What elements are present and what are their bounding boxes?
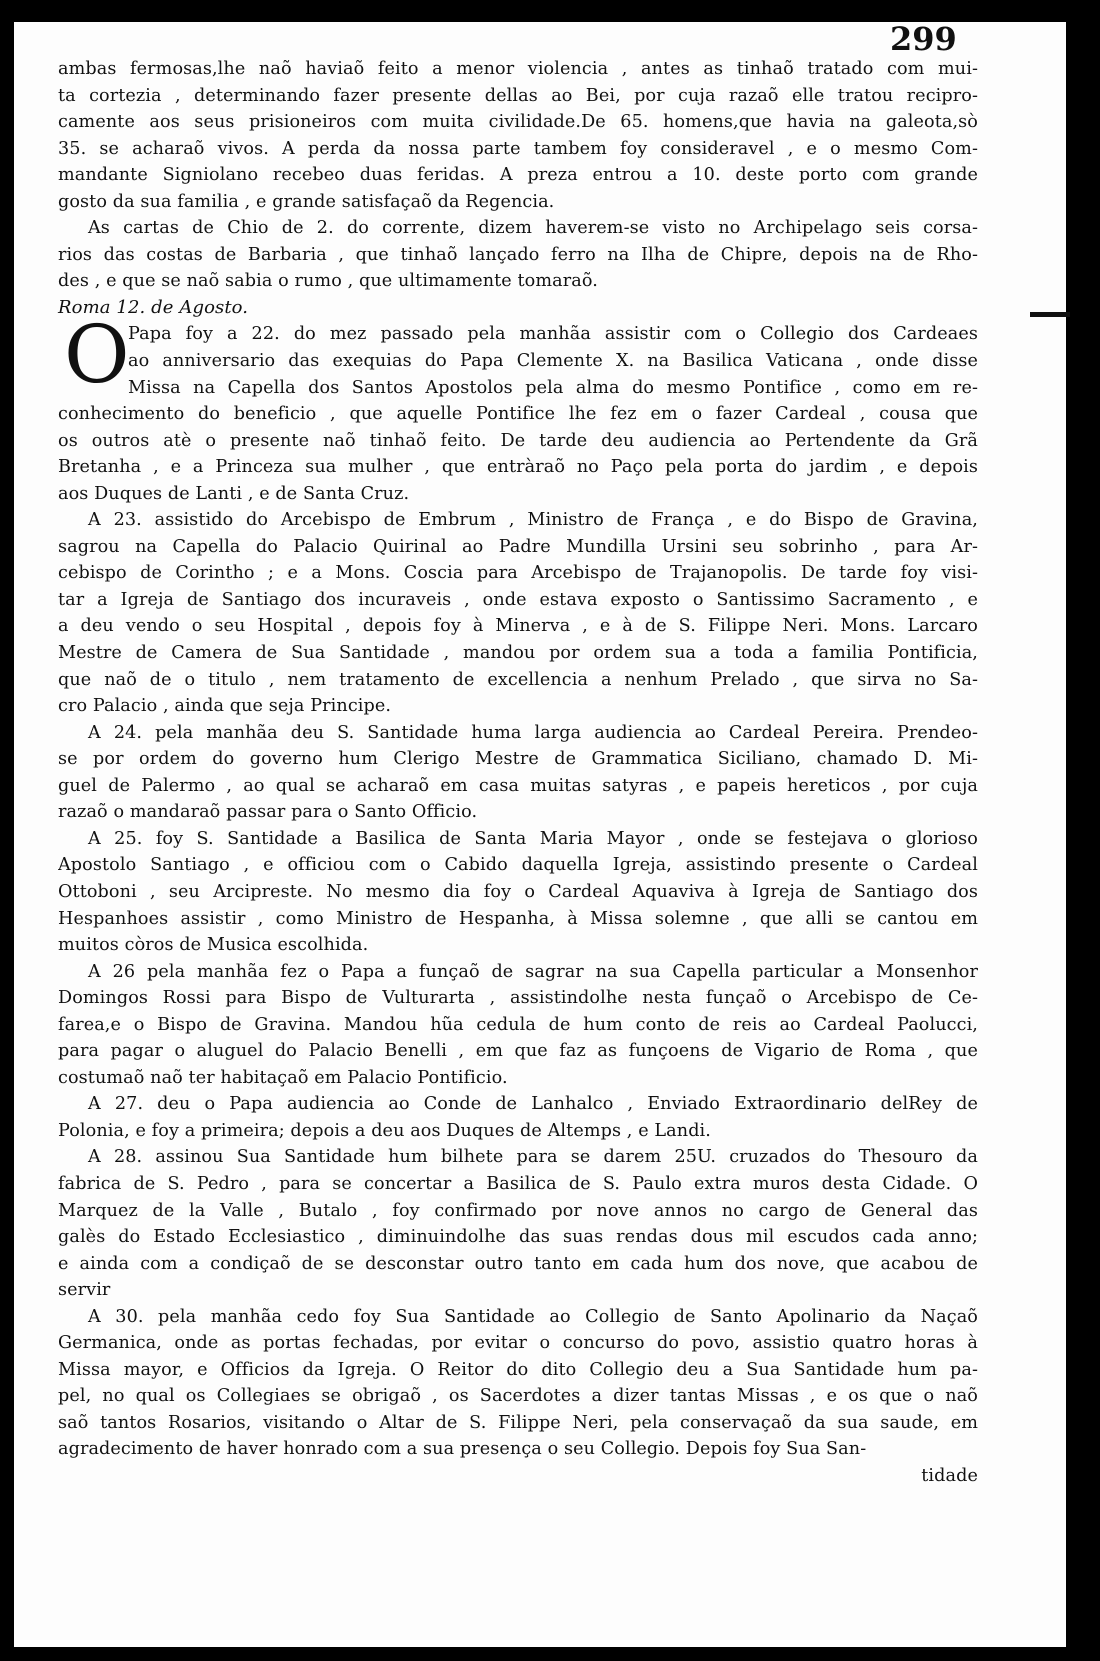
- catchword: tidade: [921, 1465, 978, 1486]
- text-line: As cartas de Chio de 2. do corrente, dizem haverem-se visto no Archipelago seis corsa-: [88, 218, 978, 239]
- text-line: ta cortezia , determinando fazer presente dellas ao Bei, por cuja razaõ elle tratou recipro-: [58, 85, 978, 106]
- paragraph: [58, 959, 978, 1092]
- text-line: Polonia, e foy a primeira; depois a deu aos Duques de Altemps , e Landi.: [58, 1120, 711, 1141]
- text-line: Mestre de Camera de Sua Santidade , mandou por ordem sua a toda a familia Pontificia,: [58, 643, 978, 664]
- text-line: rios das costas de Barbaria , que tinhaõ lançado ferro na Ilha de Chipre, depois na de Rho-: [58, 244, 978, 265]
- text-line: A 28. assinou Sua Santidade hum bilhete para se darem 25U. cruzados do Thesouro da: [88, 1147, 978, 1168]
- text-line: Hespanhoes assistir , como Ministro de Hespanha, à Missa solemne , que alli se cantou em: [58, 908, 978, 929]
- text-line: farea,e o Bispo de Gravina. Mandou hũa cedula de hum conto de reis ao Cardeal Paolucci,: [58, 1014, 978, 1035]
- body-text: [58, 56, 978, 1490]
- page-number: 299: [890, 20, 957, 58]
- text-line: costumaõ naõ ter habitaçaõ em Palacio Pontificio.: [58, 1067, 508, 1088]
- scan-border-left: [0, 0, 14, 1661]
- text-line: mandante Signiolano recebeo duas feridas. A preza entrou a 10. deste porto com grande: [58, 165, 978, 186]
- text-line: para pagar o aluguel do Palacio Benelli , em que faz as funçoens de Vigario de Roma , que: [58, 1041, 978, 1062]
- text-line: e ainda com a condiçaõ de se desconstar outro tanto em cada hum dos nove, que acabou de: [58, 1253, 978, 1274]
- text-line: Apostolo Santiago , e officiou com o Cabido daquella Igreja, assistindo presente o Cardeal: [58, 855, 978, 876]
- top-paragraphs: [58, 56, 978, 295]
- text-line: A 27. deu o Papa audiencia ao Conde de Lanhalco , Enviado Extraordinario delRey de: [88, 1094, 978, 1115]
- text-line: 35. se acharaõ vivos. A perda da nossa parte tambem foy consideravel , e o mesmo Com-: [58, 138, 978, 159]
- text-line: cro Palacio , ainda que seja Principe.: [58, 696, 392, 717]
- text-line: Missa mayor, e Officios da Igreja. O Reitor do dito Collegio deu a Sua Santidade hum pa-: [58, 1359, 978, 1380]
- scan-border-top: [0, 0, 1100, 22]
- text-line: conhecimento do beneficio , que aquelle Pontifice lhe fez em o fazer Cardeal , cousa que: [58, 404, 978, 425]
- text-line: guel de Palermo , ao qual se acharaõ em casa muitas satyras , e papeis hereticos , por cuja: [58, 775, 978, 796]
- dropcap-letter: O: [64, 308, 130, 402]
- text-line: des , e que se naõ sabia o rumo , que ultimamente tomaraõ.: [58, 271, 598, 292]
- text-line: cebispo de Corintho ; e a Mons. Coscia para Arcebispo de Trajanopolis. De tarde foy visi-: [58, 563, 978, 584]
- text-line: galès do Estado Ecclesiastico , diminuindolhe das suas rendas dous mil escudos cada anno;: [58, 1227, 978, 1248]
- text-line: ao anniversario das exequias do Papa Clemente X. na Basilica Vaticana , onde disse: [128, 351, 978, 372]
- text-line: ambas fermosas,lhe naõ haviaõ feito a menor violencia , antes as tinhaõ tratado com mui-: [58, 59, 978, 79]
- text-line: os outros atè o presente naõ tinhaõ feito. De tarde deu audiencia ao Pertendente da Grã: [58, 430, 978, 451]
- text-line: agradecimento de haver honrado com a sua presença o seu Collegio. Depois foy Sua San-: [58, 1439, 867, 1460]
- text-line: tar a Igreja de Santiago dos incuraveis , onde estava exposto o Santissimo Sacramento , e: [58, 589, 978, 610]
- text-line: camente aos seus prisioneiros com muita civilidade.De 65. homens,que havia na galeota,sò: [58, 112, 978, 133]
- text-line: aos Duques de Lanti , e de Santa Cruz.: [58, 483, 410, 504]
- dropcap-paragraph: [58, 308, 978, 402]
- text-line: Papa foy a 22. do mez passado pela manhãa assistir com o Collegio dos Cardeaes: [128, 324, 978, 345]
- paragraph: [58, 1091, 978, 1144]
- paragraph: [58, 720, 978, 826]
- dropcap-lines: [58, 321, 978, 401]
- dateline: Roma 12. de Agosto.: [58, 296, 249, 318]
- margin-mark: [1030, 312, 1070, 317]
- text-line: A 24. pela manhãa deu S. Santidade huma larga audiencia ao Cardeal Pereira. Prendeo-: [88, 722, 978, 743]
- paragraph: [58, 401, 978, 507]
- text-line: se por ordem do governo hum Clerigo Mestre de Grammatica Siciliano, chamado D. Mi-: [58, 749, 978, 770]
- text-line: servir: [58, 1280, 111, 1301]
- paragraph: [58, 56, 978, 215]
- paragraph: [58, 507, 978, 719]
- text-line: A 23. assistido do Arcebispo de Embrum , Ministro de França , e do Bispo de Gravina,: [88, 510, 978, 531]
- text-line: Germanica, onde as portas fechadas, por evitar o concurso do povo, assistio quatro horas à: [58, 1333, 978, 1354]
- paragraph: [58, 1304, 978, 1463]
- text-line: a deu vendo o seu Hospital , depois foy à Minerva , e à de S. Filippe Neri. Mons. Larcaro: [58, 616, 978, 637]
- paragraph: [58, 215, 978, 295]
- text-line: A 30. pela manhãa cedo foy Sua Santidade ao Collegio de Santo Apolinario da Naçaõ: [88, 1306, 978, 1327]
- text-line: A 25. foy S. Santidade a Basilica de Santa Maria Mayor , onde se festejava o glorioso: [88, 828, 978, 849]
- text-line: saõ tantos Rosarios, visitando o Altar de S. Filippe Neri, pela conservaçaõ da sua saude, em: [58, 1412, 978, 1433]
- text-line: Bretanha , e a Princeza sua mulher , que entràraõ no Paço pela porta do jardim , e depois: [58, 457, 978, 478]
- text-line: Marquez de la Valle , Butalo , foy confirmado por nove annos no cargo de General das: [58, 1200, 978, 1221]
- text-line: sagrou na Capella do Palacio Quirinal ao Padre Mundilla Ursini seu sobrinho , para Ar-: [58, 536, 978, 557]
- scan-border-right: [1066, 0, 1100, 1661]
- paragraph: [58, 826, 978, 959]
- text-line: fabrica de S. Pedro , para se concertar a Basilica de S. Paulo extra muros desta Cidade. O: [58, 1173, 978, 1194]
- text-line: razaõ o mandaraõ passar para o Santo Officio.: [58, 802, 478, 823]
- scan-border-bottom: [0, 1647, 1100, 1661]
- text-line: que naõ de o titulo , nem tratamento de excellencia a nenhum Prelado , que sirva no Sa-: [58, 669, 978, 690]
- text-line: Domingos Rossi para Bispo de Vulturarta , assistindolhe nesta funçaõ o Arcebispo de Ce-: [58, 988, 978, 1009]
- text-line: pel, no qual os Collegiaes se obrigaõ , os Sacerdotes a dizer tantas Missas , e os que o naõ: [58, 1386, 978, 1407]
- text-line: Missa na Capella dos Santos Apostolos pela alma do mesmo Pontifice , como em re-: [128, 377, 978, 398]
- rome-paragraphs: [58, 401, 978, 1463]
- text-line: A 26 pela manhãa fez o Papa a funçaõ de sagrar na sua Capella particular a Monsenhor: [88, 961, 978, 982]
- text-line: muitos còros de Musica escolhida.: [58, 935, 369, 956]
- paragraph: [58, 1144, 978, 1303]
- text-line: Ottoboni , seu Arcipreste. No mesmo dia foy o Cardeal Aquaviva à Igreja de Santiago dos: [58, 881, 978, 902]
- catchword-line: [58, 1463, 978, 1490]
- text-line: gosto da sua familia , e grande satisfaçaõ da Regencia.: [58, 191, 555, 212]
